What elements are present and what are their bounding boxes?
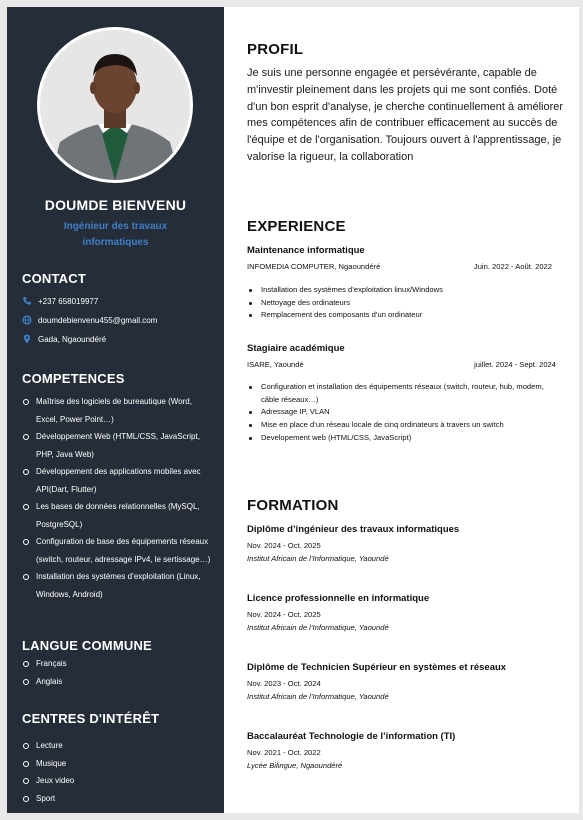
formation-title: Diplôme de Technicien Supérieur en systèmes et réseaux xyxy=(247,662,507,673)
formation-dates: Nov. 2024 - Oct. 2025 xyxy=(247,610,321,619)
list-item: Developement web (HTML/CSS, JavaScript) xyxy=(247,432,562,445)
formation-school: Institut Africain de l’Informatique, Yaoundé xyxy=(247,623,389,632)
list-item: Nettoyage des ordinateurs xyxy=(247,297,562,310)
job-title: Maintenance informatique xyxy=(247,245,365,256)
contact-heading: CONTACT xyxy=(22,271,86,286)
list-item: Adressage IP, VLAN xyxy=(247,406,562,419)
list-item: Développement Web (HTML/CSS, JavaScript, PHP, Java Web) xyxy=(23,428,212,463)
profil-text: Je suis une personne engagée et persévérante, capable de m'investir pleinement dans les projets qui me sont confiés. Doté d'un bon esprit d'analyse, je cherche continuellement à améliorer mes compétences afin de contribuer efficacement au succès de l'équipe et de l'organisation. Toujours ouvert à l'apprentissage, je valorise la rigueur, la collaboration xyxy=(247,67,564,163)
list-item: Anglais xyxy=(23,673,212,691)
job-tasks xyxy=(247,381,562,445)
competences-list xyxy=(23,393,212,603)
list-item: Installation des systèmes d’exploitation (Linux, Windows, Android) xyxy=(23,568,212,603)
contact-email[interactable]: doumdebienvenu455@gmail.com xyxy=(38,315,158,325)
globe-icon xyxy=(22,315,32,325)
list-item: Jeux video xyxy=(23,772,212,790)
list-item: Les bases de données relationnelles (MySQL, PostgreSQL) xyxy=(23,498,212,533)
formation-school: Institut Africain de l’Informatique, Yaoundé xyxy=(247,554,389,563)
competences-heading: COMPETENCES xyxy=(22,371,125,386)
contact-location-row xyxy=(22,334,106,344)
formation-title: Baccalauréat Technologie de l’information (TI) xyxy=(247,731,456,742)
contact-phone: +237 658019977 xyxy=(38,296,99,306)
experience-heading: EXPERIENCE xyxy=(247,218,346,235)
list-item: Configuration et installation des équipements réseaux (switch, routeur, hub, modem, câble réseaux…) xyxy=(247,381,562,406)
list-item: Français xyxy=(23,655,212,673)
person-name: DOUMDE BIENVENU xyxy=(44,197,187,213)
job-title: Ingénieur des travaux informatiques xyxy=(63,221,168,248)
location-pin-icon xyxy=(22,334,32,344)
resume-page xyxy=(7,7,579,813)
langue-list xyxy=(23,655,212,690)
profile-photo-illustration xyxy=(40,30,190,180)
formation-dates: Nov. 2023 - Oct. 2024 xyxy=(247,679,321,688)
list-item: Mise en place d’un réseau locale de cinq ordinateurs à travers un switch xyxy=(247,419,562,432)
profile-photo-frame xyxy=(37,27,193,183)
list-item: Remplacement des composants d’un ordinateur xyxy=(247,309,562,322)
formation-title: Diplôme d’ingénieur des travaux informatiques xyxy=(247,524,460,535)
profile-photo xyxy=(40,30,190,180)
formation-dates: Nov. 2021 - Oct. 2022 xyxy=(247,748,321,757)
list-item: Configuration de base des équipements réseaux (switch, routeur, adressage IPv4, le sertissage…) xyxy=(23,533,212,568)
list-item: Sport xyxy=(23,790,212,808)
formation-school: Institut Africain de l’Informatique, Yaoundé xyxy=(247,692,389,701)
list-item: Musique xyxy=(23,755,212,773)
job-company: ISARE, Yaoundé xyxy=(247,360,304,369)
job-tasks xyxy=(247,284,562,322)
list-item: Installation des systèmes d’exploitation linux/Windows xyxy=(247,284,562,297)
formation-school: Lycée Bilingue, Ngaoundéré xyxy=(247,761,343,770)
phone-icon xyxy=(22,296,32,306)
job-meta xyxy=(247,262,552,271)
sidebar xyxy=(7,7,224,813)
job-company: INFOMEDIA COMPUTER, Ngaoundéré xyxy=(247,262,381,271)
contact-email-row xyxy=(22,315,157,325)
formation-dates: Nov. 2024 - Oct. 2025 xyxy=(247,541,321,550)
job-dates: Juin. 2022 - Août. 2022 xyxy=(473,262,552,271)
list-item: Lecture xyxy=(23,737,212,755)
contact-phone-row xyxy=(22,296,98,306)
contact-location: Gada, Ngaoundéré xyxy=(38,334,107,344)
job-title: Stagiaire académique xyxy=(247,343,345,354)
job-dates: juillet. 2024 - Sept. 2024 xyxy=(474,360,556,369)
job-meta xyxy=(247,360,556,369)
interets-list xyxy=(23,737,212,807)
list-item: Développement des applications mobiles avec API(Dart, Flutter) xyxy=(23,463,212,498)
formation-heading: FORMATION xyxy=(247,497,339,514)
list-item: Maîtrise des logiciels de bureautique (Word, Excel, Power Point…) xyxy=(23,393,212,428)
langue-heading: LANGUE COMMUNE xyxy=(22,638,152,653)
interets-heading: CENTRES D'INTÉRÊT xyxy=(22,711,160,726)
formation-title: Licence professionnelle en informatique xyxy=(247,593,430,604)
main-content xyxy=(224,7,579,813)
profil-heading: PROFIL xyxy=(247,41,304,58)
